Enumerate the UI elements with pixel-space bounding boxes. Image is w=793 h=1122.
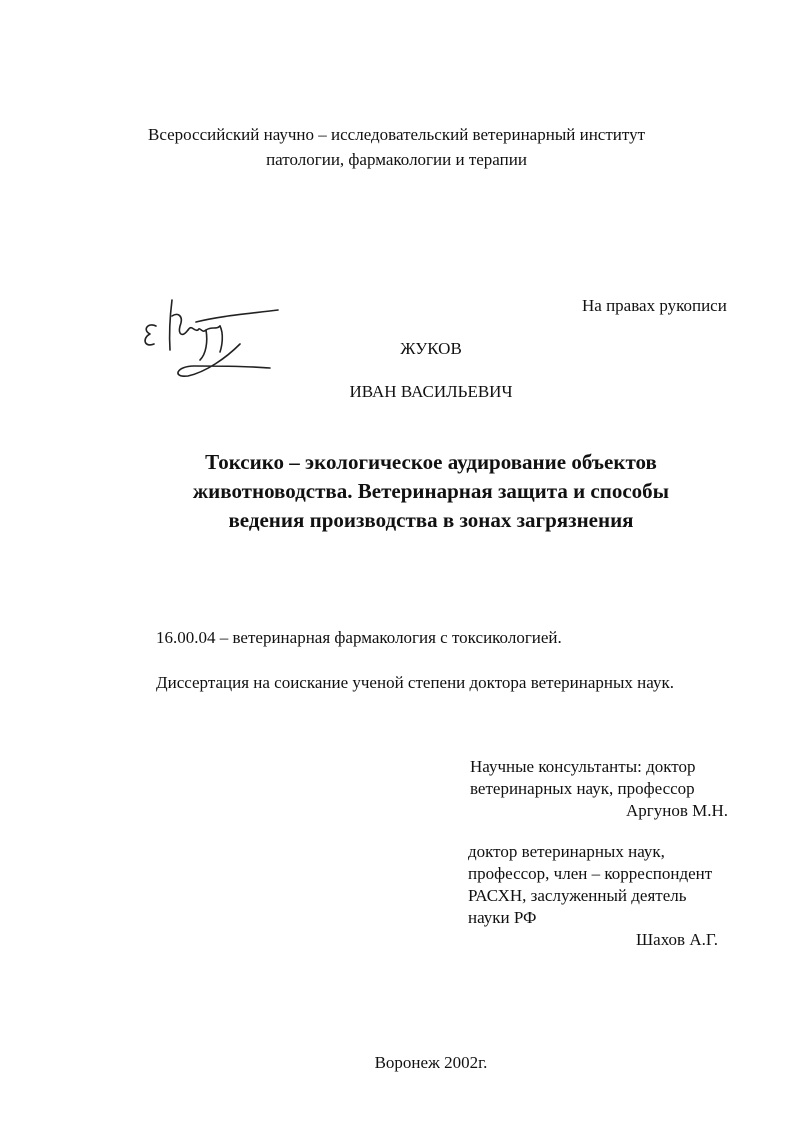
institute-name [0,122,793,172]
title-line-1: Токсико – экологическое аудирование объектов [205,450,657,474]
title-line-2: животноводства. Ветеринарная защита и способы [192,479,670,503]
institute-line-2: патологии, фармакологии и терапии [266,150,527,169]
title-line-3: ведения производства в зонах загрязнения [228,508,634,532]
consultant-2-line-3: РАСХН, заслуженный деятель [468,886,687,905]
second-consultant [468,841,718,951]
author-surname: ЖУКОВ [400,339,462,358]
consultant-1-name: Аргунов М.Н. [626,801,729,820]
consultant-2-line-2: профессор, член – корреспондент [468,864,713,883]
consultant-2-line-1: доктор ветеринарных наук, [468,842,665,861]
consultant-1-line-2: ветеринарных наук, профессор [470,779,695,798]
first-consultant [470,756,728,822]
author-signature [136,286,286,386]
degree-statement: Диссертация на соискание ученой степени доктора ветеринарных наук. [156,673,674,692]
institute-line-1: Всероссийский научно – исследовательский ветеринарный институт [148,125,645,144]
consultant-2-line-4: науки РФ [468,908,537,927]
city-year: Воронеж 2002г. [374,1053,488,1072]
author-name: ИВАН ВАСИЛЬЕВИЧ [349,382,513,401]
rights-note: На правах рукописи [582,296,727,315]
specialty-code: 16.00.04 – ветеринарная фармакология с токсикологией. [156,628,562,647]
dissertation-title [0,448,793,535]
consultant-1-line-1: Научные консультанты: доктор [470,757,696,776]
consultant-2-name: Шахов А.Г. [636,930,719,949]
